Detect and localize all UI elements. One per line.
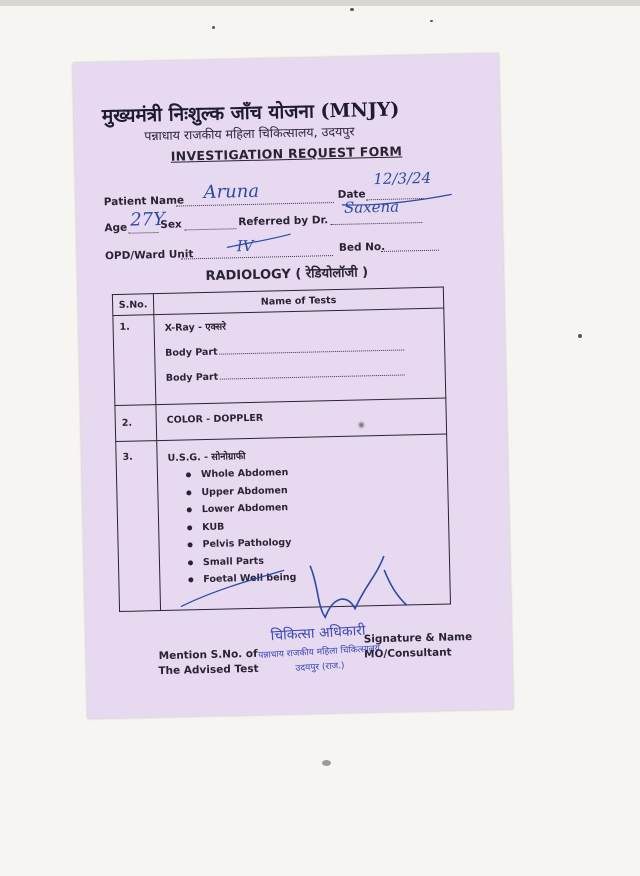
signature-label: Signature & Name [363, 631, 473, 646]
consultant-label: MO/Consultant [363, 646, 452, 661]
opd-value: IV [236, 236, 254, 256]
usg-option-label: Small Parts [202, 555, 265, 568]
officer-stamp [257, 620, 382, 676]
patient-name-label: Patient Name [103, 194, 185, 209]
opd-label: OPD/Ward Unit [104, 248, 194, 263]
usg-option-label: Upper Abdomen [201, 484, 288, 498]
referred-value: Saxena [343, 197, 400, 217]
sex-label: Sex [160, 218, 182, 231]
row-sno: 3. [116, 441, 161, 612]
mention-line-2: The Advised Test [158, 662, 259, 678]
body-part-label: Body Part [165, 346, 218, 359]
patient-name-value: Aruna [203, 180, 260, 203]
form-title: INVESTIGATION REQUEST FORM [170, 143, 403, 164]
col-sno: S.No. [112, 294, 153, 316]
stamp-title: चिकित्सा अधिकारी [270, 622, 367, 645]
age-label: Age [104, 221, 128, 235]
dust-speck [578, 334, 582, 338]
mention-line-1: Mention S.No. of [158, 647, 258, 663]
age-value: 27Y [129, 208, 166, 231]
ink-smudge [359, 422, 364, 427]
referred-label: Referred by Dr. [238, 214, 329, 229]
usg-option-label: Pelvis Pathology [202, 537, 292, 551]
dust-speck [322, 760, 331, 766]
dust-speck [212, 26, 215, 29]
radiology-heading: RADIOLOGY ( रेडियोलॉजी ) [205, 265, 369, 284]
stamp-city: उदयपुर (राज.) [295, 661, 345, 674]
xray-test-name: X-Ray - एक्सरे [164, 321, 227, 334]
bed-label: Bed No. [338, 240, 386, 254]
usg-option-label: Whole Abdomen [200, 467, 289, 481]
usg-option-label: Foetal Well being [203, 571, 297, 586]
date-value: 12/3/24 [373, 168, 432, 189]
usg-test-name: U.S.G. - सोनोग्राफी [167, 451, 246, 464]
date-underline [342, 194, 452, 205]
tick-mark [180, 570, 285, 606]
signature-scribble [310, 555, 407, 617]
hospital-name: पन्नाधाय राजकीय महिला चिकित्सालय, उदयपुर [144, 123, 355, 144]
row-sno: 1. [113, 315, 156, 406]
pen-marks [73, 53, 514, 718]
row-sno: 2. [115, 405, 157, 442]
doppler-test-name: COLOR - DOPPLER [166, 412, 264, 426]
stamp-hospital: पन्नाधाय राजकीय महिला चिकित्सालय [258, 643, 381, 661]
date-label: Date [337, 188, 366, 201]
usg-option-label: KUB [202, 521, 225, 533]
col-tests: Name of Tests [153, 287, 443, 315]
usg-option-label: Lower Abdomen [201, 502, 289, 516]
scan-top-edge [0, 0, 640, 6]
mention-note [158, 647, 259, 679]
dust-speck [430, 20, 433, 22]
investigation-form-sheet [73, 53, 514, 718]
opd-strike [227, 234, 291, 247]
body-part-label: Body Part [165, 371, 219, 384]
scheme-title: मुख्यमंत्री निःशुल्क जाँच योजना (MNJY) [101, 98, 400, 128]
dust-speck [350, 8, 354, 11]
